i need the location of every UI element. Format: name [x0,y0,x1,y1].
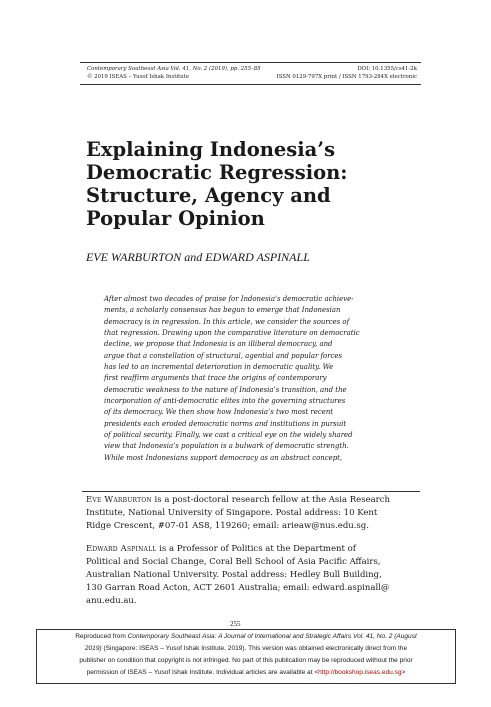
authors: EVE WARBURTON and EDWARD ASPINALL [86,250,310,264]
abstract-line: incorporation of anti-democratic elites into the governing structures [104,397,346,406]
notice-text: Reproduced from [75,633,128,640]
notice-text: permission of ISEAS – Yusof Ishak Institute. Individual articles are available at < [86,669,319,676]
journal-header [87,66,417,81]
abstract-line: that regression. Drawing upon the comparative literature on democratic [104,329,360,338]
notice-text: > [401,669,406,676]
abstract-line: view that Indonesia’s population is a bulwark of democratic strength. [104,442,349,451]
author-name: Edward Aspinall [86,544,157,554]
title-line: Structure, Agency and [86,184,331,207]
author-note-aspinall [86,543,421,608]
notice-text: publisher on condition that copyright is not infringed. No part of this publication may be reproduced without the prior [79,657,413,664]
abstract-line: presidents each eroded democratic norms and institutions in pursuit [104,419,347,428]
abstract-line: democratic weakness to the nature of Indonesia’s transition, and the [104,385,347,394]
abstract-line: first reaffirm arguments that trace the origins of contemporary [104,374,327,383]
abstract-line: After almost two decades of praise for Indonesia's democratic achieve- [104,295,354,303]
journal-citation: Contemporary Southeast Asia Vol. 41, No. 2 (2019), pp. 255–85 [87,66,261,72]
author-note-warburton [86,494,421,533]
note-line: is a Professor of Politics at the Department of [156,544,356,554]
notice-text: (Singapore: ISEAS – Yusof Ishak Institute, 2019). This version was obtained electronically direct from the [101,645,408,652]
abstract-line: argue that a constellation of structural, agential and popular forces [104,351,343,360]
abstract-line: While most Indonesians support democracy as an abstract concept, [104,453,343,462]
author-name: Eve Warburton [86,495,152,505]
abstract-line: of political security. Finally, we cast a critical eye on the widely shared [104,431,353,440]
abstract [104,294,404,464]
note-line: Political and Social Change, Coral Bell School of Asia Pacific Affairs, [86,557,381,568]
note-line: Australian National University. Postal address: Hedley Bull Building, [86,570,382,581]
abstract-line: has led to an incremental deterioration in democratic quality. We [104,363,334,372]
header-bottom-rule [80,84,421,85]
article-title [86,138,416,230]
note-line: anu.edu.au. [86,596,137,607]
copyright: © 2019 ISEAS – Yusof Ishak Institute [87,73,190,80]
note-line: Ridge Crescent, #07-01 AS8, 119260; email: arieaw@nus.edu.sg. [86,521,369,532]
reproduction-notice [36,629,456,684]
header-top-rule [80,62,421,63]
page-number: 255 [230,620,241,628]
footnote-rule [82,491,420,492]
note-line: Institute, National University of Singapore. Postal address: 10 Kent [86,508,378,519]
abstract-line: ments, a scholarly consensus has begun to emerge that Indonesian [104,306,341,315]
bookshop-link[interactable]: http://bookshop.iseas.edu.sg [318,669,402,676]
doi: DOI: 10.1355/cs41-2k [357,66,417,72]
note-line: 130 Garran Road Acton, ACT 2601 Australia; email: edward.aspinall@ [86,583,390,594]
abstract-line: of its democracy. We then show how Indonesia’s two most recent [104,408,334,417]
notice-date: 2019) [84,645,102,652]
title-line: Democratic Regression: [86,161,348,184]
abstract-line: democracy is in regression. In this article, we consider the sources of [104,317,350,326]
issn: ISSN 0129-797X print / ISSN 1793-284X electronic [276,73,417,80]
notice-journal: Contemporary Southeast Asia: A Journal of International and Strategic Affairs Vol. 41, No. 2 (August [127,633,417,640]
title-line: Explaining Indonesia’s [86,138,336,161]
note-line: is a post-doctoral research fellow at the Asia Research [151,495,390,505]
abstract-line: decline, we propose that Indonesia is an illiberal democracy, and [104,340,333,349]
title-line: Popular Opinion [86,207,265,230]
